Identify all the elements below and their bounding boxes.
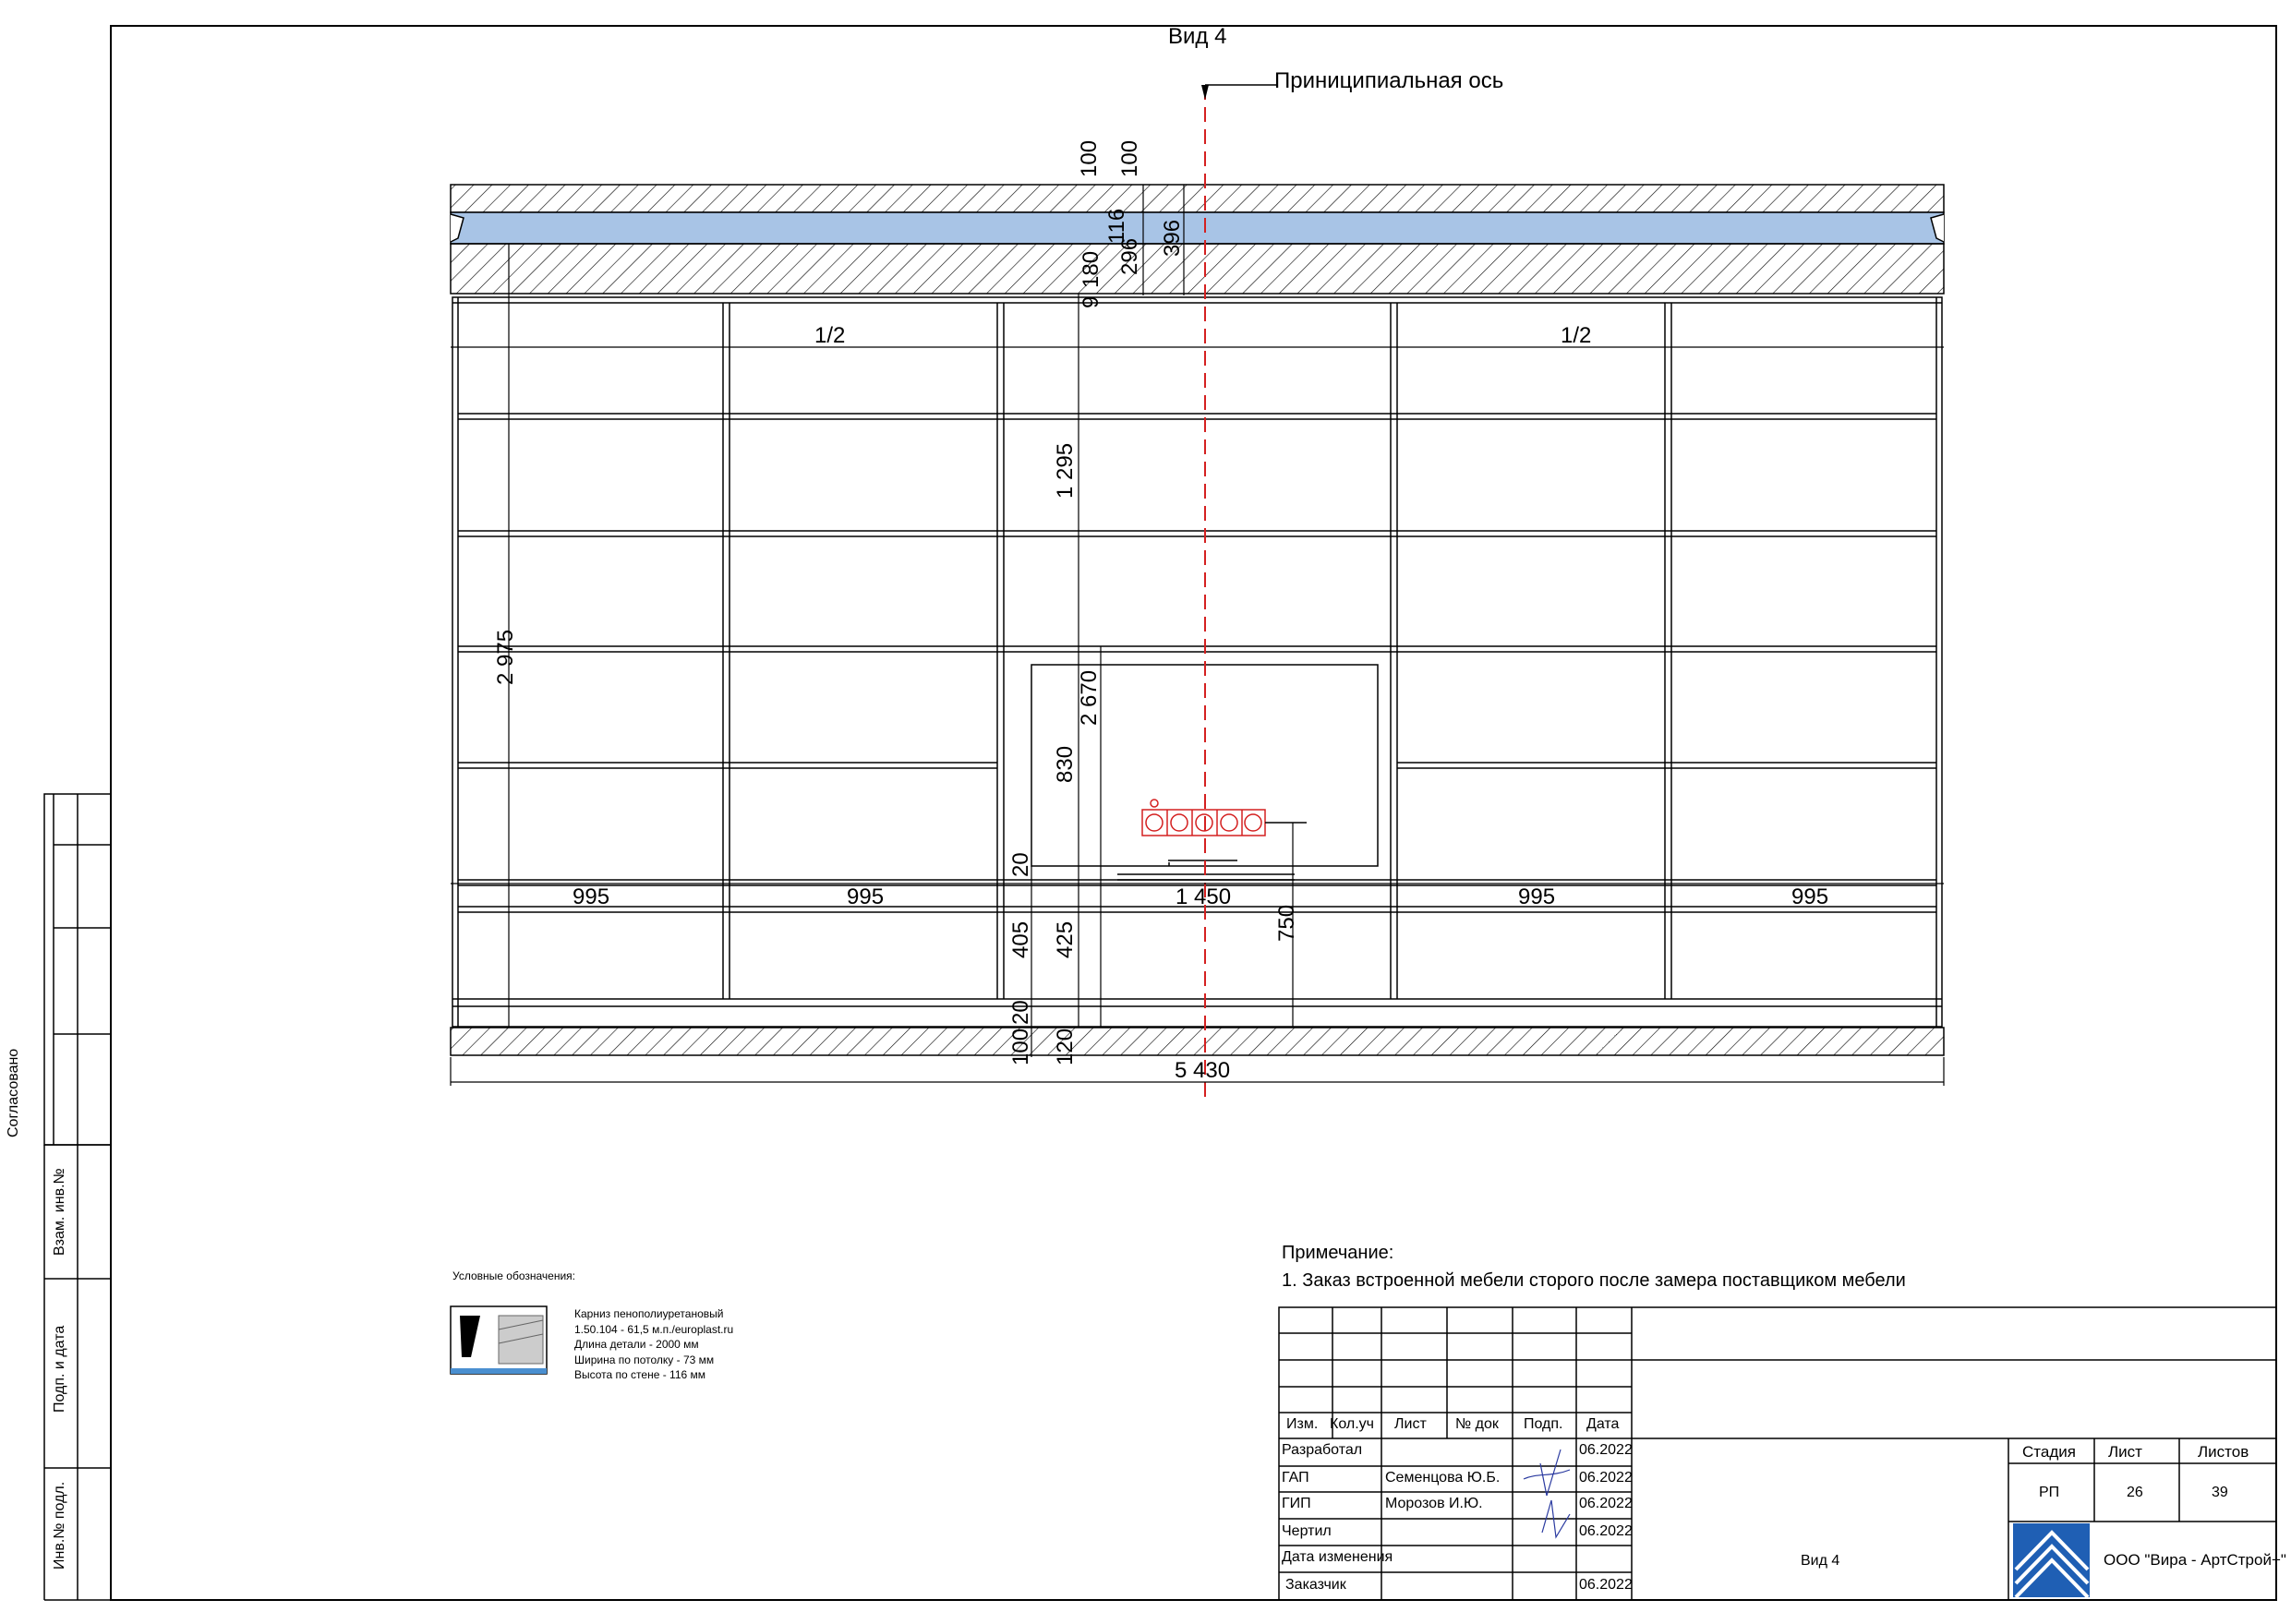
note-text: 1. Заказ встроенной мебели сторого после замера поставщиком мебели <box>1282 1270 1906 1291</box>
dim-116: 116 <box>1104 208 1129 244</box>
dim-100-c: 100 <box>1008 1028 1033 1065</box>
dim-20-b: 20 <box>1008 1000 1033 1025</box>
dim-100-b: 100 <box>1117 139 1142 177</box>
dim-750: 750 <box>1274 904 1299 942</box>
tb-date: 06.2022 <box>1579 1442 1633 1458</box>
tb-sheet: 26 <box>2127 1485 2143 1500</box>
dim-425: 425 <box>1053 920 1078 958</box>
dim-2670: 2 670 <box>1077 669 1102 726</box>
dim-995-a: 995 <box>573 884 610 909</box>
legend-line: Карниз пенополиуретановый <box>574 1307 724 1320</box>
dim-120: 120 <box>1053 1028 1078 1065</box>
tb-header-sign: Подп. <box>1524 1416 1563 1432</box>
tb-company: ООО "Вира - АртСтрой+" <box>2104 1551 2286 1569</box>
legend-line: Длина детали - 2000 мм <box>574 1338 699 1351</box>
note-heading: Примечание: <box>1282 1243 1394 1263</box>
dim-1295: 1 295 <box>1053 442 1078 499</box>
tb-stage: РП <box>2039 1485 2060 1500</box>
tb-role: ГАП <box>1282 1470 1309 1486</box>
stamp-sign-date: Подп. и дата <box>52 1325 67 1413</box>
view-title: Вид 4 <box>1168 24 1227 49</box>
dim-5430: 5 430 <box>1175 1058 1231 1083</box>
dim-405: 405 <box>1008 920 1033 958</box>
tb-header-list: Лист <box>1394 1416 1427 1432</box>
legend-text <box>574 1306 733 1383</box>
tb-date: 06.2022 <box>1579 1523 1633 1539</box>
dim-half-right: 1/2 <box>1561 323 1592 348</box>
tb-header-date: Дата <box>1586 1416 1620 1432</box>
stamp-agreed: Согласовано <box>6 1048 21 1137</box>
tb-date: 06.2022 <box>1579 1470 1633 1486</box>
legend-line: 1.50.104 - 61,5 м.п./europlast.ru <box>574 1322 734 1336</box>
dim-half-left: 1/2 <box>814 323 846 348</box>
tb-header-izm: Изм. <box>1286 1416 1319 1432</box>
tb-sheet-label: Лист <box>2108 1443 2142 1461</box>
signatures <box>1524 1450 1570 1537</box>
tb-sheets-label: Листов <box>2198 1443 2249 1461</box>
dim-1450: 1 450 <box>1176 884 1232 909</box>
dim-180: 180 <box>1079 250 1103 288</box>
ceiling-zone <box>451 185 1944 294</box>
tb-name: Семенцова Ю.Б. <box>1385 1470 1501 1486</box>
stamp-inv-orig: Инв.№ подл. <box>52 1481 67 1570</box>
tb-header-kol: Кол.уч <box>1330 1416 1374 1432</box>
legend-heading: Условные обозначения: <box>452 1269 575 1282</box>
tb-role: Заказчик <box>1285 1577 1346 1593</box>
tb-role: Разработал <box>1282 1442 1363 1458</box>
dim-9: 9 <box>1079 295 1103 308</box>
dim-995-b: 995 <box>847 884 885 909</box>
dimension-lines <box>451 185 1944 1086</box>
stamp-replace-inv: Взам. инв.№ <box>52 1168 67 1256</box>
tb-header-doc: № док <box>1455 1416 1499 1432</box>
cornice-strip <box>451 212 1944 244</box>
company-logo <box>2013 1523 2090 1597</box>
legend-line: Ширина по потолку - 73 мм <box>574 1353 715 1366</box>
dim-995-c: 995 <box>1518 884 1556 909</box>
dim-20-a: 20 <box>1008 852 1033 877</box>
socket-block <box>1142 800 1307 836</box>
dim-396: 396 <box>1160 219 1185 257</box>
dim-2975: 2 975 <box>493 629 518 685</box>
tb-role: Дата изменения <box>1282 1549 1393 1565</box>
cornice-legend-icon <box>451 1306 547 1374</box>
floor-slab <box>451 1028 1944 1055</box>
tb-sheet-name: Вид 4 <box>1801 1553 1840 1569</box>
tb-date: 06.2022 <box>1579 1496 1633 1511</box>
axis-label: Приниципиальная ось <box>1274 68 1504 93</box>
dim-830: 830 <box>1053 745 1078 783</box>
dim-995-d: 995 <box>1791 884 1829 909</box>
dim-296: 296 <box>1117 237 1142 275</box>
dim-100-a: 100 <box>1077 139 1102 177</box>
tb-name: Морозов И.Ю. <box>1385 1496 1483 1511</box>
tb-sheets: 39 <box>2212 1485 2228 1500</box>
tb-role: ГИП <box>1282 1496 1311 1511</box>
tb-date: 06.2022 <box>1579 1577 1633 1593</box>
legend-line: Высота по стене - 116 мм <box>574 1368 706 1381</box>
tb-stage-label: Стадия <box>2022 1443 2076 1461</box>
tb-role: Чертил <box>1282 1523 1332 1539</box>
shelving-unit <box>452 297 1942 1027</box>
